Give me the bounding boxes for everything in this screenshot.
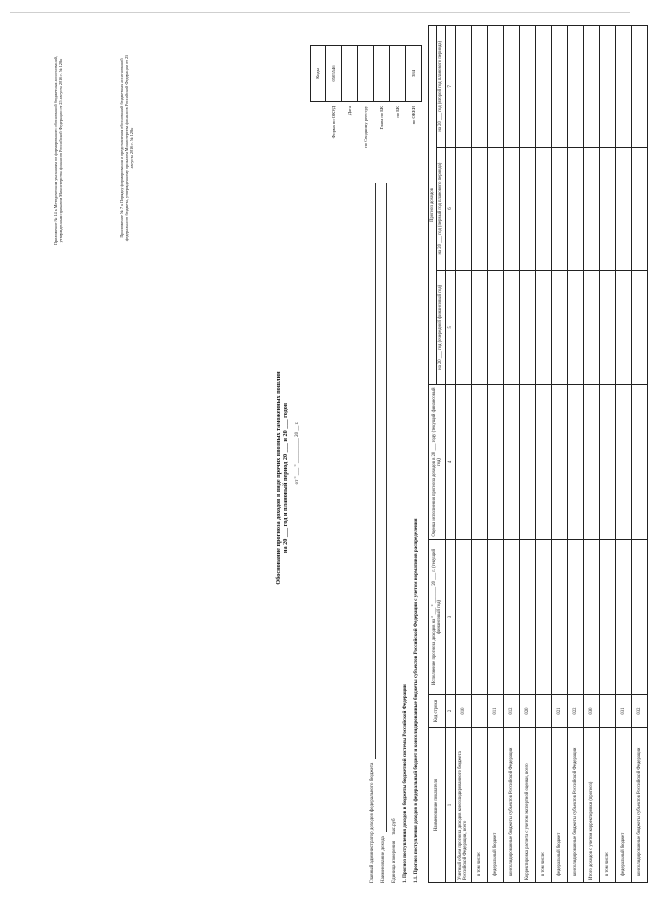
- value-cell[interactable]: [471, 147, 487, 270]
- column-index-row: [445, 26, 455, 883]
- value-cell[interactable]: [535, 540, 551, 695]
- codes-row: [342, 38, 358, 158]
- value-cell[interactable]: [471, 540, 487, 695]
- value-cell[interactable]: [583, 540, 599, 695]
- header-name: Наименование показателя: [429, 728, 446, 883]
- row-name: консолидированные бюджеты субъектов Российской Федерации: [631, 728, 647, 883]
- form-meta: [365, 183, 420, 883]
- codes-header: Коды: [310, 45, 326, 102]
- table-row: [519, 26, 535, 883]
- meta-unit-value: тыс.руб: [392, 818, 398, 835]
- codes-row: [374, 38, 390, 158]
- form-title-line2: на 20 ___ год и плановый период 20 ___ и 20 ___ годов: [282, 402, 290, 554]
- value-cell[interactable]: [615, 26, 631, 148]
- value-cell[interactable]: [551, 540, 567, 695]
- value-cell[interactable]: [583, 270, 599, 384]
- codes-row-label: по БК: [395, 106, 401, 118]
- codes-row-value: [390, 45, 406, 102]
- codes-row: [326, 38, 342, 158]
- header-forecast: Прогноз доходов: [429, 26, 437, 385]
- codes-row-label: по ОКЕИ: [411, 106, 417, 125]
- row-name: федеральный бюджет: [551, 728, 567, 883]
- value-cell[interactable]: [599, 270, 615, 384]
- column-index: 6: [445, 147, 455, 270]
- document-frame: [10, 12, 642, 893]
- row-name: Учетный объем прогноза доходов консолидированного бюджета Российской Федерации, всего: [455, 728, 471, 883]
- codes-row-value: 384: [406, 45, 422, 102]
- codes-row-value: [342, 45, 358, 102]
- table-row: [535, 26, 551, 883]
- value-cell[interactable]: [599, 540, 615, 695]
- value-cell[interactable]: [567, 147, 583, 270]
- value-cell[interactable]: [487, 385, 503, 540]
- value-cell[interactable]: [503, 26, 519, 148]
- forecast-table: [428, 25, 648, 883]
- rotated-form-page: [10, 13, 642, 893]
- table-row: [567, 26, 583, 883]
- section-1: 1. Прогноз поступления доходов в бюджеты бюджетной системы Российской Федерации: [403, 684, 409, 883]
- value-cell[interactable]: [567, 26, 583, 148]
- forecast-table-body: [455, 26, 647, 883]
- section-1-1: 1.1. Прогноз поступления доходов в федеральный бюджет и консолидированные бюджеты субъектов Российской Федерации с учетом нормативов распределения: [414, 518, 420, 883]
- value-cell[interactable]: [535, 26, 551, 148]
- row-name: федеральный бюджет: [615, 728, 631, 883]
- value-cell[interactable]: [567, 385, 583, 540]
- row-name: в том числе:: [471, 728, 487, 883]
- value-cell[interactable]: [503, 540, 519, 695]
- header-code: Код строки: [429, 695, 446, 728]
- header-forecast-y2: на 20 ___ год (первый год планового периода): [437, 147, 445, 270]
- codes-row-label: Дата: [347, 106, 353, 116]
- meta-unit: Единица измерения тыс.руб: [392, 818, 398, 883]
- value-cell[interactable]: [519, 270, 535, 384]
- table-row: [455, 26, 471, 883]
- row-name: в том числе:: [535, 728, 551, 883]
- value-cell[interactable]: [471, 385, 487, 540]
- table-row: [551, 26, 567, 883]
- value-cell[interactable]: [599, 385, 615, 540]
- appendix-subnote: Приложение № 7 к Порядку формирования и представления обоснований бюджетных ассигнований федерального бюджета, утвержденному приказом Министерства финансов Российской Федерации от 25 августа 2016 г. № 128н: [119, 54, 134, 242]
- column-index: 1: [445, 728, 455, 883]
- value-cell[interactable]: [535, 385, 551, 540]
- row-code: [599, 695, 615, 728]
- value-cell[interactable]: [551, 385, 567, 540]
- column-index: 3: [445, 540, 455, 695]
- column-index: 2: [445, 695, 455, 728]
- row-name: федеральный бюджет: [487, 728, 503, 883]
- value-cell[interactable]: [455, 147, 471, 270]
- header-estimate: Оценка исполнения прогноза доходов в 20 ___ году (текущий финансовый год): [429, 385, 446, 540]
- codes-row: [390, 38, 406, 158]
- codes-header-row: [310, 38, 326, 158]
- row-code: 032: [631, 695, 647, 728]
- table-row: [471, 26, 487, 883]
- value-cell[interactable]: [615, 270, 631, 384]
- codes-block: [310, 38, 422, 158]
- value-cell[interactable]: [631, 385, 647, 540]
- value-cell[interactable]: [551, 147, 567, 270]
- row-code: 031: [615, 695, 631, 728]
- form-title: [275, 313, 289, 643]
- value-cell[interactable]: [583, 385, 599, 540]
- value-cell[interactable]: [503, 385, 519, 540]
- value-cell[interactable]: [551, 26, 567, 148]
- value-cell[interactable]: [487, 26, 503, 148]
- value-cell[interactable]: [615, 147, 631, 270]
- codes-row-label: Глава по БК: [379, 106, 385, 130]
- codes-row-value: [374, 45, 390, 102]
- value-cell[interactable]: [503, 147, 519, 270]
- form-date: от " ___ " __________ 20 __ г.: [295, 421, 300, 485]
- table-row: [631, 26, 647, 883]
- row-name: Итого доходов с учетом корректировки (прогноз): [583, 728, 599, 883]
- header-exec: Исполнение прогноза доходов на " ___ " _______ 20 ___ г. (текущий финансовый год): [429, 540, 446, 695]
- value-cell[interactable]: [503, 270, 519, 384]
- value-cell[interactable]: [519, 26, 535, 148]
- form-title-line1: Обоснование прогноза доходов в виде прочих ввозных таможенных пошлин: [275, 371, 282, 585]
- codes-row-value: 0505546: [326, 45, 342, 102]
- codes-row-value: [358, 45, 374, 102]
- value-cell[interactable]: [487, 270, 503, 384]
- row-code: 012: [503, 695, 519, 728]
- value-cell[interactable]: [535, 147, 551, 270]
- value-cell[interactable]: [535, 270, 551, 384]
- value-cell[interactable]: [567, 540, 583, 695]
- value-cell[interactable]: [599, 147, 615, 270]
- table-row: [615, 26, 631, 883]
- codes-row-label: Форма по ОКУД: [331, 106, 337, 139]
- appendix-note: Приложение № 14 к Методическим указаниям по формированию обоснований бюджетных ассигнований, утвержденным приказом Министерства финансов Российской Федерации от 25 августа 2016 г. № 128н: [53, 55, 63, 246]
- header-forecast-y3: на 20 ___ год (второй год планового периода): [437, 26, 445, 148]
- value-cell[interactable]: [519, 540, 535, 695]
- codes-row-label: по Сводному реестру: [363, 106, 369, 148]
- value-cell[interactable]: [471, 270, 487, 384]
- value-cell[interactable]: [615, 540, 631, 695]
- value-cell[interactable]: [631, 540, 647, 695]
- row-name: Корректировка расчета с учетом экспертной оценки, всего: [519, 728, 535, 883]
- value-cell[interactable]: [615, 385, 631, 540]
- value-cell[interactable]: [583, 147, 599, 270]
- value-cell[interactable]: [631, 26, 647, 148]
- row-code: 020: [519, 695, 535, 728]
- column-index: 5: [445, 270, 455, 384]
- value-cell[interactable]: [631, 147, 647, 270]
- value-cell[interactable]: [455, 26, 471, 148]
- table-row: [487, 26, 503, 883]
- value-cell[interactable]: [519, 147, 535, 270]
- row-name: консолидированные бюджеты субъектов Российской Федерации: [567, 728, 583, 883]
- value-cell[interactable]: [519, 385, 535, 540]
- row-code: 030: [583, 695, 599, 728]
- row-code: 021: [551, 695, 567, 728]
- column-index: 4: [445, 385, 455, 540]
- table-row: [599, 26, 615, 883]
- meta-income: Наименование дохода: [376, 183, 387, 883]
- table-row: [583, 26, 599, 883]
- value-cell[interactable]: [567, 270, 583, 384]
- row-code: [471, 695, 487, 728]
- value-cell[interactable]: [551, 270, 567, 384]
- meta-admin: Главный администратор доходов федерального бюджета: [365, 183, 376, 883]
- header-forecast-y1: на 20 ___ год (очередной финансовый год): [437, 270, 445, 384]
- column-index: 7: [445, 26, 455, 148]
- value-cell[interactable]: [487, 540, 503, 695]
- row-code: [535, 695, 551, 728]
- value-cell[interactable]: [599, 26, 615, 148]
- table-row: [503, 26, 519, 883]
- row-name: в том числе:: [599, 728, 615, 883]
- codes-row: [358, 38, 374, 158]
- codes-row: [406, 38, 422, 158]
- value-cell[interactable]: [487, 147, 503, 270]
- value-cell[interactable]: [455, 385, 471, 540]
- row-code: 022: [567, 695, 583, 728]
- value-cell[interactable]: [631, 270, 647, 384]
- value-cell[interactable]: [455, 540, 471, 695]
- row-name: консолидированные бюджеты субъектов Российской Федерации: [503, 728, 519, 883]
- row-code: 010: [455, 695, 471, 728]
- value-cell[interactable]: [583, 26, 599, 148]
- value-cell[interactable]: [455, 270, 471, 384]
- value-cell[interactable]: [471, 26, 487, 148]
- row-code: 011: [487, 695, 503, 728]
